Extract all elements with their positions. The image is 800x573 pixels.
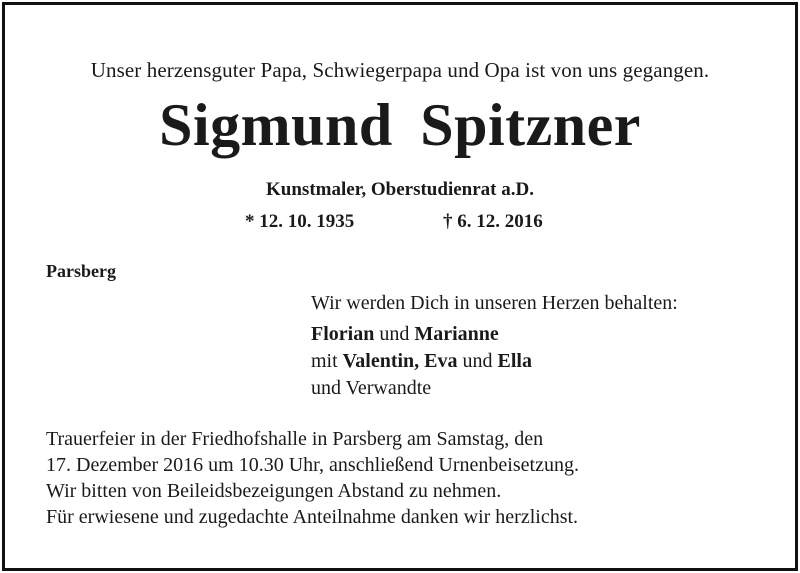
- mourners-line-1: [311, 321, 678, 348]
- mourners-line-2: [311, 348, 678, 375]
- mourners-line-3: und Verwandte: [311, 377, 432, 399]
- mourner-name: Marianne: [414, 323, 499, 345]
- place-name: Parsberg: [46, 261, 116, 281]
- mourner-name: Florian: [311, 323, 375, 345]
- conjunction: und: [379, 323, 410, 345]
- service-line: Wir bitten von Beileidsbezeigungen Abstand zu nehmen.: [46, 480, 502, 502]
- mourner-name: Ella: [497, 350, 532, 372]
- motto-text: Wir werden Dich in unseren Herzen behalten:: [311, 292, 678, 314]
- conjunction: und: [462, 350, 493, 372]
- preposition: mit: [311, 350, 338, 372]
- service-info: [46, 426, 579, 530]
- service-line: 17. Dezember 2016 um 10.30 Uhr, anschließend Urnenbeisetzung.: [46, 454, 579, 476]
- mourner-names: Valentin, Eva: [342, 350, 458, 372]
- service-line: Für erwiesene und zugedachte Anteilnahme danken wir herzlichst.: [46, 506, 579, 528]
- mourners-block: [311, 290, 678, 402]
- intro-text: Unser herzensguter Papa, Schwiegerpapa und Opa ist von uns gegangen.: [90, 58, 710, 82]
- service-line: Trauerfeier in der Friedhofshalle in Parsberg am Samstag, den: [46, 428, 544, 450]
- deceased-name: Sigmund Spitzner: [159, 92, 641, 158]
- birth-date: * 12. 10. 1935: [245, 211, 355, 232]
- profession: Kunstmaler, Oberstudienrat a.D.: [266, 179, 534, 200]
- obituary-frame: [2, 2, 798, 571]
- death-date: † 6. 12. 2016: [443, 211, 543, 232]
